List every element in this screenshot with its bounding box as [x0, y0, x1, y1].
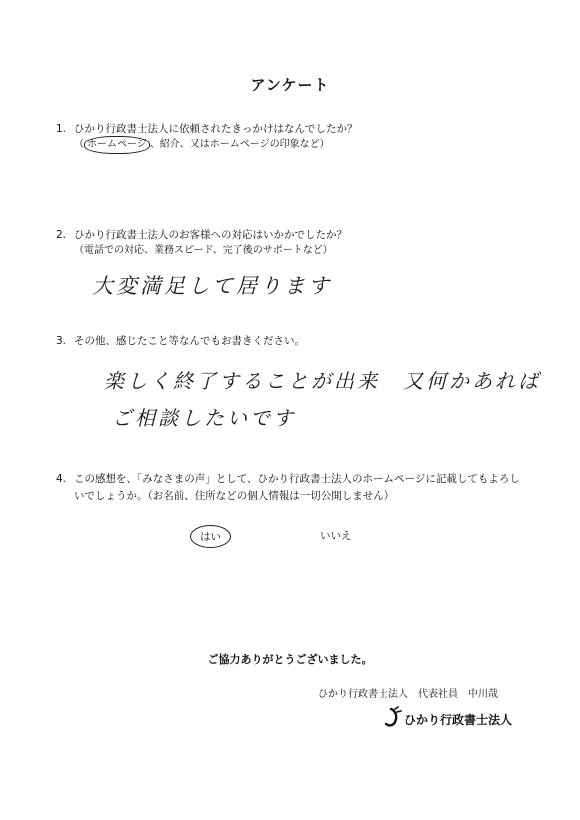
question-2 [56, 227, 347, 243]
question-1-hint-rest: 、紹介、又はホームページの印象など） [149, 139, 330, 150]
question-1 [56, 121, 358, 137]
question-2-number: 2. [56, 229, 67, 241]
question-2-text: ひかり行政書士法人のお客様への対応はいかかでしたか？ [74, 229, 347, 241]
question-4-number: 4. [56, 473, 67, 485]
question-2-hint: （電話での対応、業務スピード、完了後のサポートなど） [74, 245, 333, 256]
signature-line: ひかり行政書士法人 代表社員 中川哉 [318, 689, 498, 700]
hikari-logo-icon [382, 706, 402, 732]
question-3-number: 3. [56, 335, 67, 347]
option-yes-circled: はい [190, 525, 231, 548]
option-no: いいえ [320, 530, 352, 542]
question-1-hint [74, 137, 330, 153]
question-4-text: この感想を、「みなさまの声」として、ひかり行政書士法人のホームページに記載してもよろし [74, 473, 520, 485]
question-3 [56, 333, 305, 349]
question-1-answer-circled: ホームページ [84, 136, 150, 154]
question-3-handwritten-answer-line1: 楽しく終了することが出来 又何かあれば [104, 369, 541, 393]
question-4 [56, 471, 520, 487]
question-3-handwritten-answer-line2: ご相談したいです [112, 406, 296, 430]
company-logo [382, 708, 512, 730]
question-2-handwritten-answer: 大変満足して居ります [92, 274, 332, 298]
survey-title: アンケート [250, 76, 330, 94]
question-1-number: 1. [56, 123, 67, 135]
question-4-text-cont: いでしょうか。（お名前、住所などの個人情報は一切公開しません） [74, 490, 395, 502]
question-1-text: ひかり行政書士法人に依頼されたきっかけはなんでしたか？ [74, 123, 358, 135]
logo-text: ひかり行政書士法人 [404, 712, 513, 727]
question-3-text: その他、感じたこと等なんでもお書きください。 [74, 335, 305, 347]
thanks-message: ご協力ありがとうございました。 [207, 653, 373, 666]
question-1-hint-open: （ [74, 139, 84, 150]
